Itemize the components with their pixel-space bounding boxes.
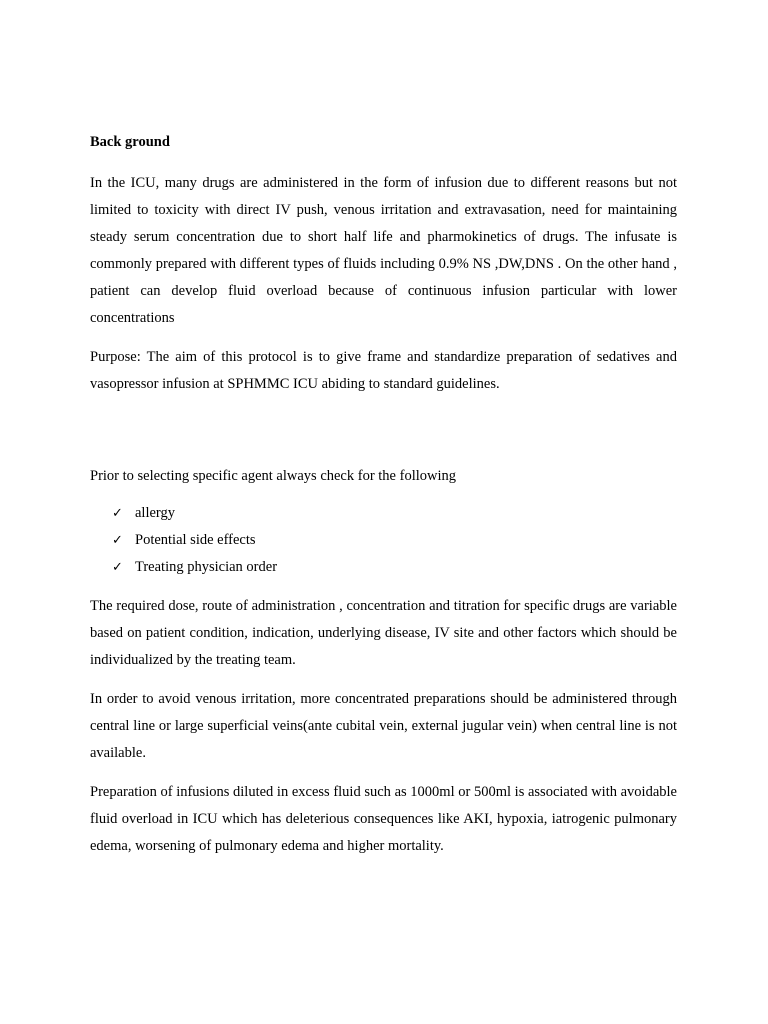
dose-paragraph: The required dose, route of administration , concentration and titration for specific drugs are variable based on patient condition, indication, underlying disease, IV site and other factors which should be individualized by the treating team.	[90, 598, 677, 668]
checklist	[90, 500, 677, 581]
list-item-label: Potential side effects	[135, 532, 256, 548]
list-item	[112, 554, 677, 581]
list-item-label: Treating physician order	[135, 559, 278, 575]
check-icon: ✓	[112, 506, 123, 521]
list-item	[112, 527, 677, 554]
purpose-paragraph: Purpose: The aim of this protocol is to give frame and standardize preparation of sedatives and vasopressor infusion at SPHMMC ICU abiding to standard guidelines.	[90, 349, 677, 392]
section-heading: Back ground	[90, 134, 170, 150]
blank-space	[90, 410, 677, 463]
check-icon: ✓	[112, 533, 123, 548]
background-paragraph: In the ICU, many drugs are administered in the form of infusion due to different reasons but not limited to toxicity with direct IV push, venous irritation and extravasation, need for maintaining steady serum concentration due to short half life and pharmokinetics of drugs. The infusate is commonly prepared with different types of fluids including 0.9% NS ,DW,DNS . On the other hand , patient can develop fluid overload because of continuous infusion particular with lower concentrations	[90, 175, 677, 326]
fluid-overload-paragraph: Preparation of infusions diluted in excess fluid such as 1000ml or 500ml is associated with avoidable fluid overload in ICU which has deleterious consequences like AKI, hypoxia, iatrogenic pulmonary edema, worsening of pulmonary edema and higher mortality.	[90, 784, 677, 854]
list-item	[112, 500, 677, 527]
checklist-intro: Prior to selecting specific agent always check for the following	[90, 468, 457, 484]
list-item-label: allergy	[135, 505, 175, 521]
venous-irritation-paragraph: In order to avoid venous irritation, more concentrated preparations should be administered through central line or large superficial veins(ante cubital vein, external jugular vein) when central line is not available.	[90, 691, 677, 761]
document-body	[90, 131, 677, 872]
check-icon: ✓	[112, 560, 123, 575]
